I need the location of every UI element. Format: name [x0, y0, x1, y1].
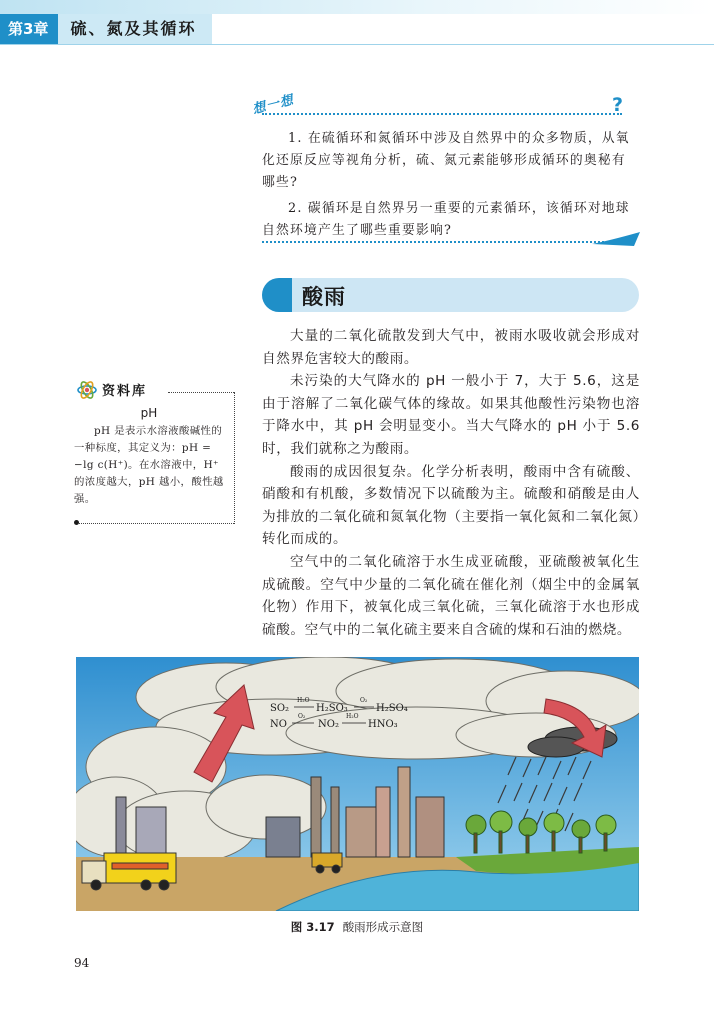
page-number: 94 — [74, 956, 90, 970]
reaction2-r2: H₂O — [346, 713, 359, 720]
think-label-text: 想一想 — [251, 92, 296, 118]
think-box-questions — [262, 128, 638, 242]
header-band — [0, 0, 714, 14]
reaction2-r1: O₂ — [298, 713, 306, 720]
think-box-bottom-arrow — [262, 228, 640, 250]
caption-text: 酸雨形成示意图 — [342, 920, 424, 934]
figure-caption — [0, 919, 714, 935]
sidebar-note — [74, 377, 236, 525]
think-question-2: 2. 碳循环是自然界另一重要的元素循环，该循环对地球自然环境产生了哪些重要影响? — [262, 201, 630, 238]
chapter-number: 第3章 — [0, 14, 58, 44]
sidebar-note-body — [74, 423, 226, 508]
think-box-top-line — [262, 113, 622, 117]
sidebar-note-dot — [74, 520, 79, 525]
reaction1-h2so3: H₂SO₃ — [316, 703, 348, 714]
reaction2-no: NO — [270, 719, 287, 730]
chapter-tab — [0, 14, 212, 44]
body-paragraph-1: 大量的二氧化硫散发到大气中，被雨水吸收就会形成对自然界危害较大的酸雨。 — [262, 328, 640, 367]
section-title: 酸雨 — [302, 285, 346, 309]
header-rule — [0, 44, 714, 45]
sidebar-note-bottom-border — [76, 523, 234, 524]
think-question-1: 1. 在硫循环和氮循环中涉及自然界中的众多物质，从氧化还原反应等视角分析，硫、氮元素能够形成循环的奥秘有哪些? — [262, 131, 630, 190]
chapter-title: 硫、氮及其循环 — [58, 14, 212, 44]
reaction2-hno3: HNO₃ — [368, 719, 398, 730]
atom-icon — [76, 379, 98, 401]
reaction1-r1: H₂O — [297, 697, 310, 704]
reaction1-so2: SO₂ — [270, 703, 290, 714]
body-text — [262, 325, 640, 641]
sidebar-note-title: pH — [140, 406, 158, 420]
reaction1-r2: O₂ — [360, 697, 368, 704]
caption-number: 图 3.17 — [290, 920, 335, 934]
body-paragraph-3: 酸雨的成因很复杂。化学分析表明，酸雨中含有硫酸、硝酸和有机酸，多数情况下以硫酸为主。硫酸和硝酸是由人为排放的二氧化硫和氮氧化物（主要指一氧化氮和二氧化氮）转化而成的。 — [262, 463, 640, 548]
sidebar-note-text: pH 是表示水溶液酸碱性的一种标度，其定义为：pH = −lg c(H⁺)。在水溶液中，H⁺ 的浓度越大，pH 越小，酸性越强。 — [74, 425, 224, 505]
question-mark-icon: ? — [612, 94, 624, 116]
acid-rain-illustration — [76, 657, 639, 911]
reaction2-no2: NO₂ — [318, 719, 339, 730]
sidebar-note-top-border — [168, 392, 234, 393]
sidebar-note-right-border — [234, 392, 235, 524]
reaction1-h2so4: H₂SO₄ — [376, 703, 408, 714]
body-paragraph-2: 未污染的大气降水的 pH 一般小于 7，大于 5.6，这是由于溶解了二氧化碳气体的缘故。如果其他酸性污染物也溶于降水中，其 pH 会明显变小。当大气降水的 pH 小于 5.6 时，我们就称之为酸雨。 — [262, 373, 640, 457]
section-heading-cap — [262, 278, 292, 312]
sidebar-note-heading: 资料库 — [102, 384, 148, 399]
body-paragraph-4: 空气中的二氧化硫溶于水生成亚硫酸，亚硫酸被氧化生成硫酸。空气中少量的二氧化硫在催化剂（烟尘中的金属氧化物）作用下，被氧化成三氧化硫，三氧化硫溶于水也形成硫酸。空气中的二氧化硫主要来自含硫的煤和石油的燃烧。 — [262, 553, 640, 638]
